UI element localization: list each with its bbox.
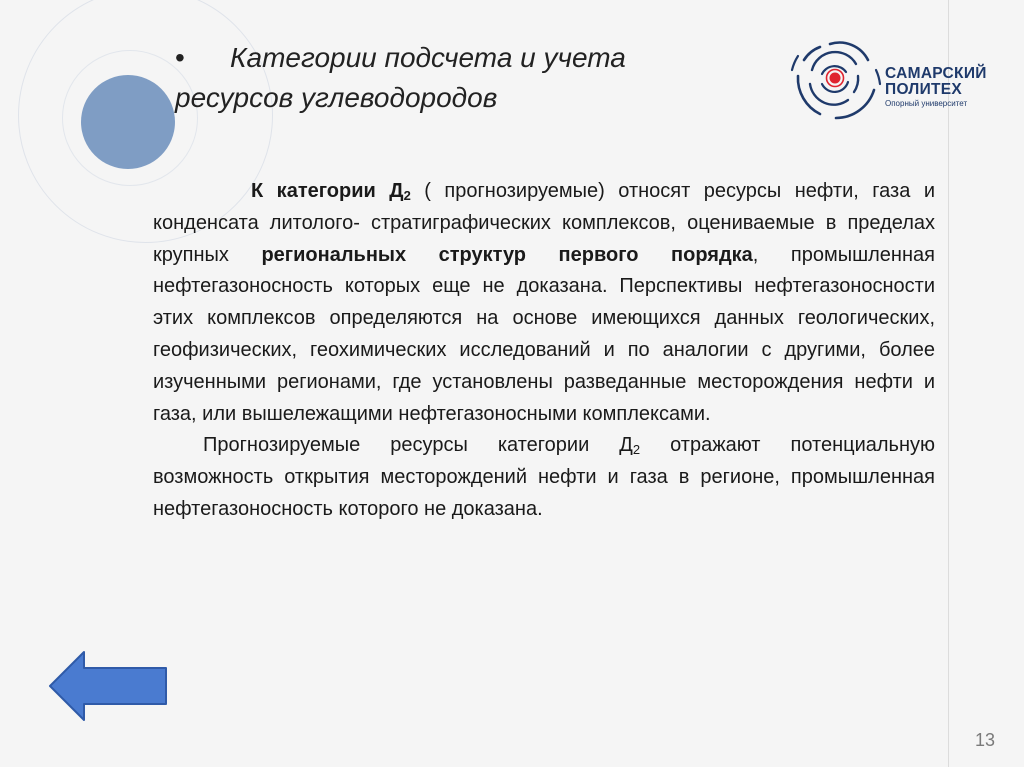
p2-text-b: отражают потенциальную возможность открытия месторождений нефти и газа в регионе, промышленная нефтегазоносность которого не доказана.	[153, 434, 935, 520]
left-arrow-icon[interactable]	[48, 650, 168, 722]
body-text	[153, 176, 935, 526]
p2-text-a: Прогнозируемые ресурсы категории Д	[203, 434, 633, 457]
paragraph-1	[153, 176, 935, 430]
logo-name-line-1: САМАРСКИЙ	[885, 65, 987, 82]
paragraph-2	[153, 430, 935, 525]
logo-tagline: Опорный университет	[885, 99, 968, 108]
title-line-2: ресурсов углеводородов	[175, 82, 498, 113]
p1-text-a: ( прогнозируемые) относят ресурсы нефти, газа и конденсата литолого- стратиграфических комплексов, оцениваемые в пределах крупных	[153, 180, 935, 266]
p1-bold-mid: региональных структур первого порядка	[261, 243, 753, 266]
title-line-1: Категории подсчета и учета	[230, 42, 626, 73]
p1-text-b: , промышленная нефтегазоносность которых еще не доказана. Перспективы нефтегазоносности этих комплексов определяются на основе имеющихся данных геологических, геофизических, геохимических исследований и по аналогии с другими, более изученными регионами, где установлены разведанные месторождения нефти и газа, или вышележащими нефтегазоносными комплексами.	[153, 243, 935, 425]
slide-title	[175, 38, 735, 118]
p1-subscript: 2	[403, 188, 411, 203]
title-bullet: •	[175, 42, 185, 73]
page-number: 13	[975, 730, 996, 750]
logo-name-line-2: ПОЛИТЕХ	[885, 81, 963, 98]
p1-bold-lead: К категории Д	[251, 180, 404, 202]
decor-blue-circle	[81, 75, 175, 169]
p2-subscript: 2	[632, 442, 641, 458]
